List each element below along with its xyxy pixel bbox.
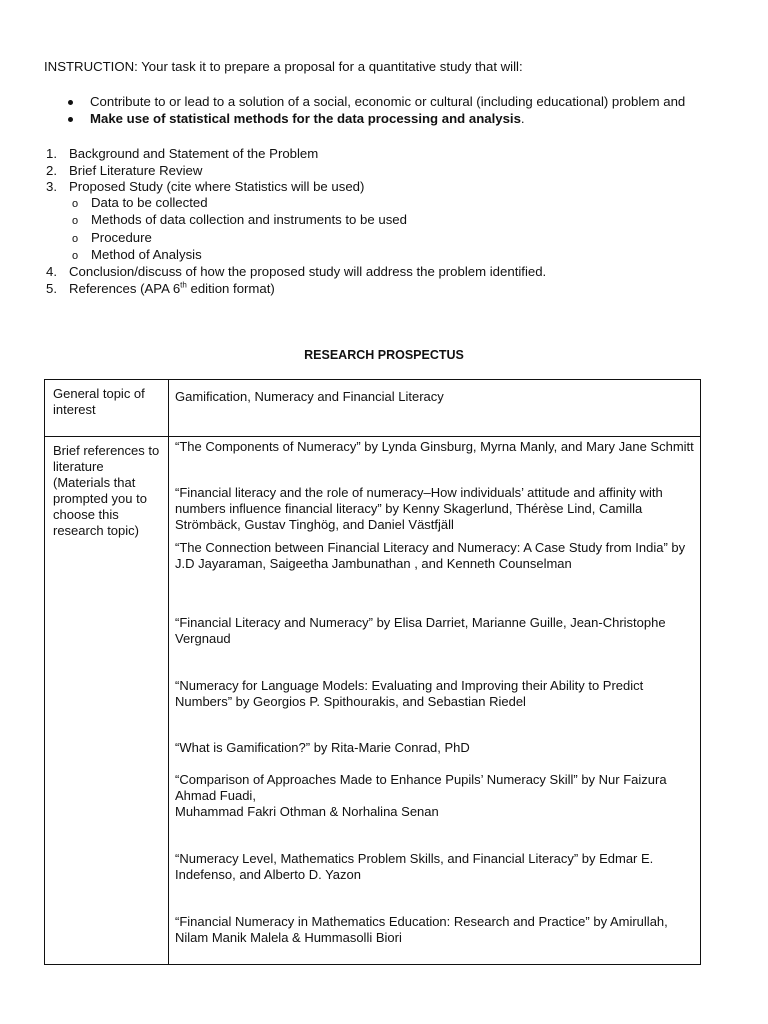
topic-label: General topic of interest	[45, 380, 169, 437]
sub-item-1: Data to be collected	[91, 195, 208, 210]
sub-item-4: Method of Analysis	[91, 247, 202, 262]
bullet-marker	[68, 100, 73, 105]
reference-item: “The Connection between Financial Literacy and Numeracy: A Case Study from India” by J.D Jayaraman, Saigeetha Jambunathan , and Kenneth Counselman	[175, 540, 686, 571]
numbered-item-1: Background and Statement of the Problem	[69, 146, 319, 161]
numbered-item-4: Conclusion/discuss of how the proposed study will address the problem identified.	[69, 264, 547, 279]
numbered-item-5-suffix: edition format)	[186, 281, 275, 296]
sub-marker: o	[72, 198, 79, 210]
numbered-marker: 2.	[46, 163, 57, 178]
sub-marker: o	[72, 233, 79, 245]
topic-value: Gamification, Numeracy and Financial Literacy	[169, 380, 701, 437]
numbered-marker: 1.	[46, 146, 57, 161]
sub-item-2: Methods of data collection and instruments to be used	[91, 212, 407, 227]
topic-row	[45, 380, 701, 437]
numbered-marker: 5.	[46, 281, 57, 296]
reference-item: “Numeracy Level, Mathematics Problem Skills, and Financial Literacy” by Edmar E. Indefenso, and Alberto D. Yazon	[175, 851, 654, 882]
numbered-item-2: Brief Literature Review	[69, 163, 203, 178]
superscript: th	[180, 280, 187, 290]
references-row	[45, 437, 701, 965]
instruction-text: INSTRUCTION: Your task it to prepare a proposal for a quantitative study that will:	[44, 59, 523, 74]
reference-item: “The Components of Numeracy” by Lynda Ginsburg, Myrna Manly, and Mary Jane Schmitt	[175, 439, 694, 454]
bullet-item-2	[90, 111, 525, 126]
sub-item-3: Procedure	[91, 230, 152, 245]
prospectus-title: RESEARCH PROSPECTUS	[304, 348, 464, 362]
numbered-marker: 3.	[46, 179, 57, 194]
references-label: Brief references to literature (Materials that prompted you to choose this research topic)	[45, 437, 169, 965]
numbered-marker: 4.	[46, 264, 57, 279]
bullet-item-2-text: Make use of statistical methods for the data processing and analysis	[90, 111, 521, 126]
reference-item: “Financial Literacy and Numeracy” by Elisa Darriet, Marianne Guille, Jean-Christophe Vergnaud	[175, 615, 666, 646]
sub-marker: o	[72, 250, 79, 262]
numbered-item-5-text: References (APA 6	[69, 281, 181, 296]
sub-marker: o	[72, 215, 79, 227]
prospectus-table	[44, 379, 701, 965]
reference-item: “Financial Numeracy in Mathematics Education: Research and Practice” by Amirullah, Nilam Manik Malela & Hummasolli Biori	[175, 914, 668, 945]
bullet-item-2-suffix: .	[520, 111, 525, 126]
references-cell	[169, 437, 701, 965]
bullet-item-1: Contribute to or lead to a solution of a social, economic or cultural (including educational) problem and	[90, 94, 686, 109]
numbered-item-3: Proposed Study (cite where Statistics will be used)	[69, 179, 365, 194]
bullet-marker	[68, 117, 73, 122]
numbered-item-5	[69, 281, 275, 296]
reference-item: “Numeracy for Language Models: Evaluating and Improving their Ability to Predict Numbers” by Georgios P. Spithourakis, and Sebastian Riedel	[175, 678, 644, 709]
reference-item: “Financial literacy and the role of numeracy–How individuals’ attitude and affinity with numbers influence financial literacy” by Kenny Skagerlund, Thérèse Lind, Camilla Strömbäck, Gustav Tinghög, and Daniel Västfjäll	[175, 485, 663, 532]
reference-item: “Comparison of Approaches Made to Enhance Pupils’ Numeracy Skill” by Nur Faizura Ahmad Fuadi, Muhammad Fakri Othman & Norhalina Senan	[175, 772, 667, 819]
reference-item: “What is Gamification?” by Rita-Marie Conrad, PhD	[175, 740, 470, 755]
